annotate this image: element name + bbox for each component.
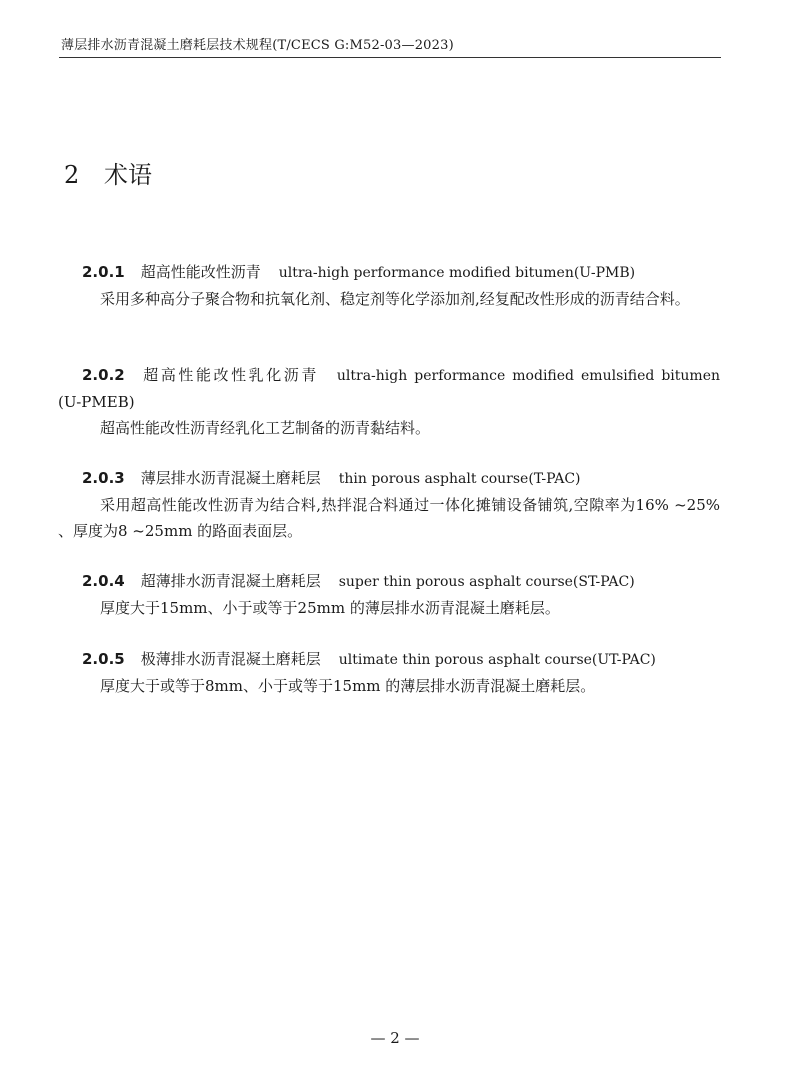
- page-number: — 2 —: [370, 1029, 420, 1047]
- term-english: ultra-high performance modified bitumen(U-PMB): [278, 265, 636, 281]
- term-number: 2.0.2: [82, 366, 125, 384]
- term-english: thin porous asphalt course(T-PAC): [338, 471, 581, 487]
- term-number: 2.0.5: [82, 650, 125, 668]
- term-entry-2-0-1: [58, 259, 720, 312]
- term-heading: [58, 568, 720, 595]
- term-definition: 超高性能改性沥青经乳化工艺制备的沥青黏结料。: [100, 419, 431, 437]
- term-entry-2-0-4: [58, 568, 720, 621]
- term-english-continued: (U-PMEB): [58, 393, 135, 411]
- term-english: ultimate thin porous asphalt course(UT-PAC): [338, 652, 656, 668]
- chapter-name: 术语: [104, 161, 152, 189]
- term-number: 2.0.1: [82, 263, 125, 281]
- term-definition: 厚度大于15mm、小于或等于25mm 的薄层排水沥青混凝土磨耗层。: [100, 599, 560, 617]
- term-definition: 厚度大于或等于8mm、小于或等于15mm 的薄层排水沥青混凝土磨耗层。: [100, 677, 596, 695]
- term-chinese: 超高性能改性沥青: [140, 263, 261, 281]
- term-number: 2.0.3: [82, 469, 125, 487]
- term-english: ultra-high performance modified emulsified bitumen: [336, 368, 720, 384]
- running-header: 薄层排水沥青混凝土磨耗层技术规程(T/CECS G:M52-03—2023): [61, 38, 454, 53]
- term-english: super thin porous asphalt course(ST-PAC): [338, 574, 635, 590]
- term-heading: [58, 259, 720, 286]
- term-number: 2.0.4: [82, 572, 125, 590]
- chapter-number: 2: [64, 161, 80, 189]
- term-entry-2-0-3: [58, 465, 720, 544]
- term-chinese: 极薄排水沥青混凝土磨耗层: [140, 650, 321, 668]
- term-chinese: 薄层排水沥青混凝土磨耗层: [140, 469, 321, 487]
- chapter-title: [64, 155, 152, 190]
- term-entry-2-0-5: [58, 646, 720, 699]
- term-chinese: 超高性能改性乳化沥青: [140, 366, 319, 384]
- header-rule: [59, 57, 721, 58]
- term-chinese: 超薄排水沥青混凝土磨耗层: [140, 572, 321, 590]
- term-definition: 采用多种高分子聚合物和抗氧化剂、稳定剂等化学添加剂,经复配改性形成的沥青结合料。: [100, 290, 690, 308]
- term-heading: [58, 465, 720, 492]
- term-heading: [58, 362, 720, 389]
- term-heading: [58, 646, 720, 673]
- term-entry-2-0-2: [58, 362, 720, 441]
- term-definition: 采用超高性能改性沥青为结合料,热拌混合料通过一体化摊铺设备铺筑,空隙率为16% ~25% 、厚度为8 ~25mm 的路面表面层。: [58, 496, 720, 540]
